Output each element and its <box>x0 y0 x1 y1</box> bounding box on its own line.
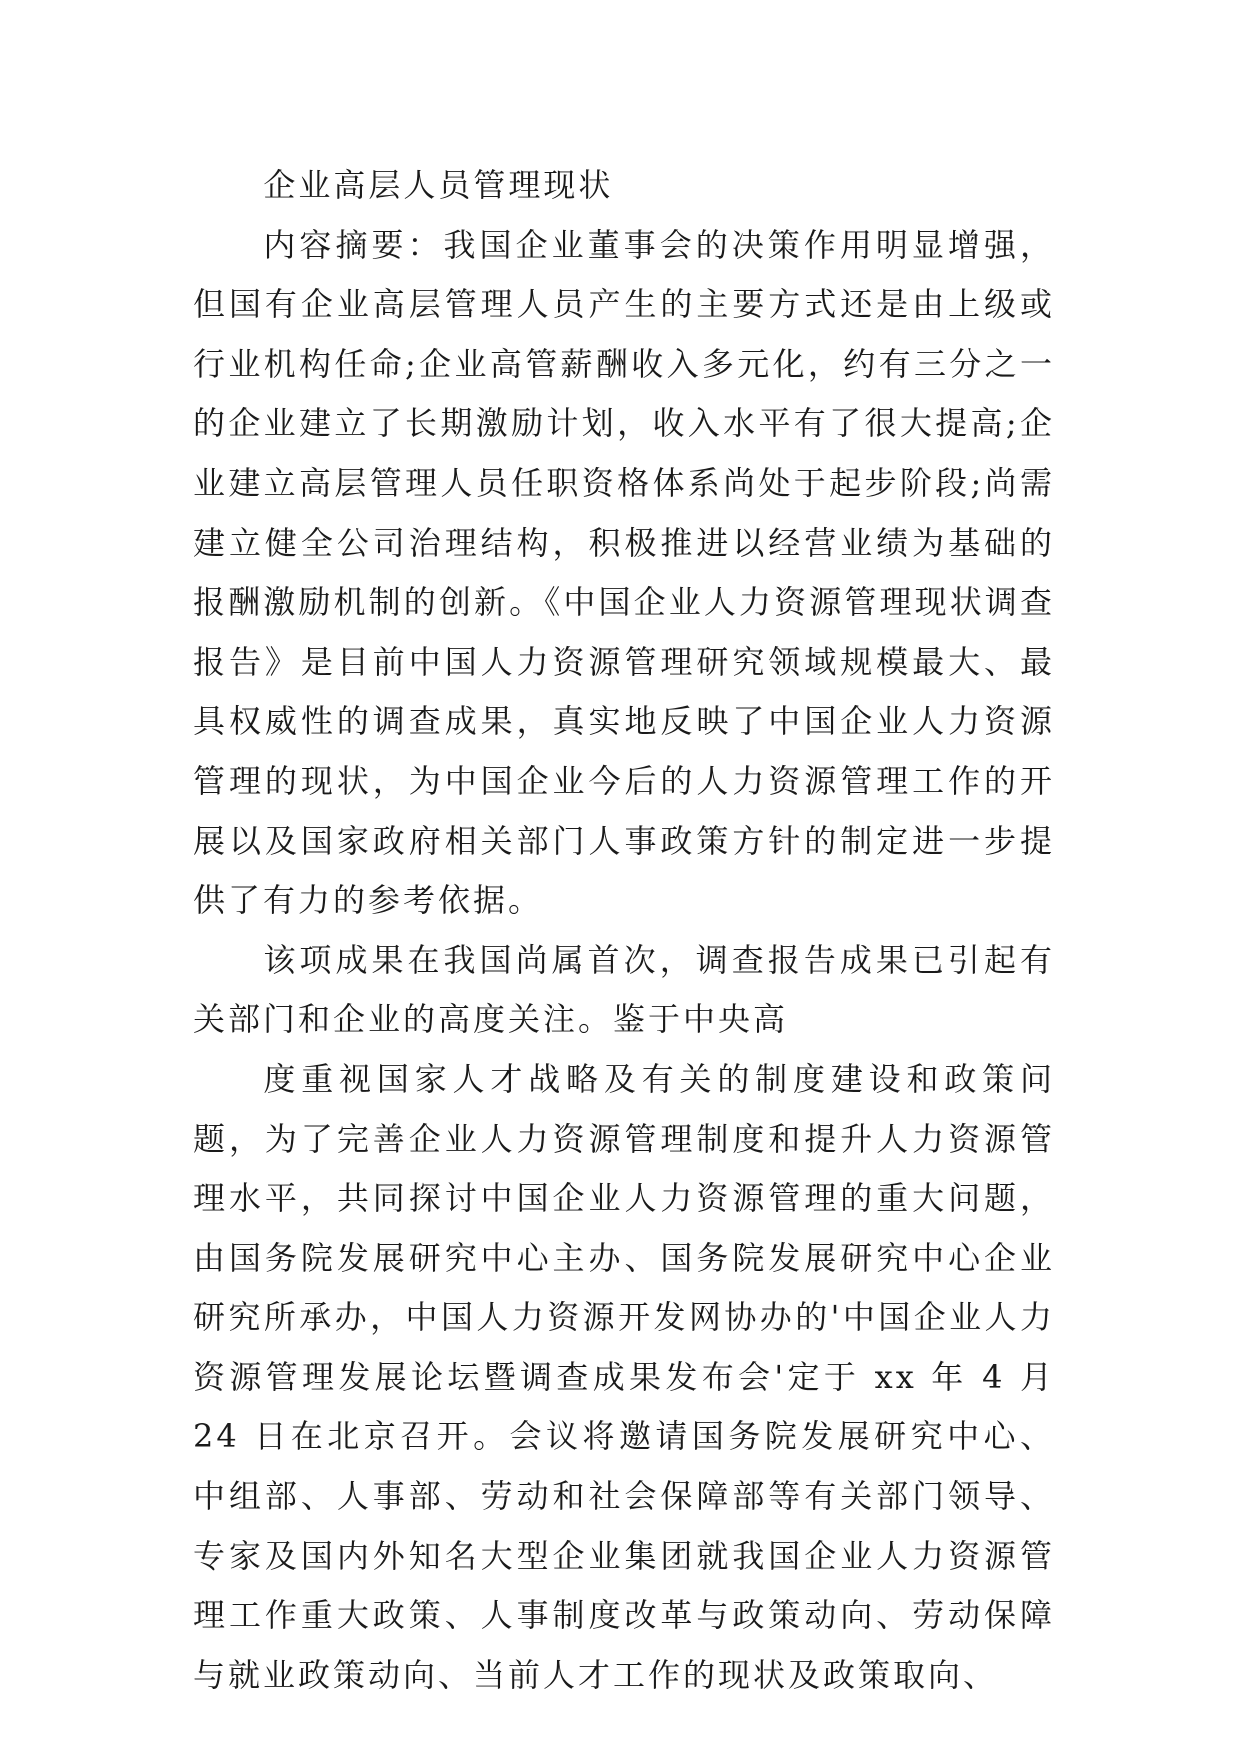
document-body <box>193 156 1055 1705</box>
document-title: 企业高层人员管理现状 <box>263 166 614 204</box>
paragraph-2: 该项成果在我国尚属首次，调查报告成果已引起有关部门和企业的高度关注。鉴于中央高 <box>193 940 1055 1039</box>
paragraph-abstract: 内容摘要：我国企业董事会的决策作用明显增强，但国有企业高层管理人员产生的主要方式还是由上级或行业机构任命;企业高管薪酬收入多元化，约有三分之一的企业建立了长期激励计划，收入水平有了很大提高;企业建立高层管理人员任职资格体系尚处于起步阶段;尚需建立健全公司治理结构，积极推进以经营业绩为基础的报酬激励机制的创新。《中国企业人力资源管理现状调查报告》是目前中国人力资源管理研究领域规模最大、最具权威性的调查成果，真实地反映了中国企业人力资源管理的现状，为中国企业今后的人力资源管理工作的开展以及国家政府相关部门人事政策方针的制定进一步提供了有力的参考依据。 <box>193 225 1055 920</box>
paragraph-3: 度重视国家人才战略及有关的制度建设和政策问题，为了完善企业人力资源管理制度和提升人力资源管理水平，共同探讨中国企业人力资源管理的重大问题，由国务院发展研究中心主办、国务院发展研究中心企业研究所承办，中国人力资源开发网协办的'中国企业人力资源管理发展论坛暨调查成果发布会'定于 xx 年 4 月 24 日在北京召开。会议将邀请国务院发展研究中心、中组部、人事部、劳动和社会保障部等有关部门领导、专家及国内外知名大型企业集团就我国企业人力资源管理工作重大政策、人事制度改革与政策动向、劳动保障与就业政策动向、当前人才工作的现状及政策取向、 <box>193 1059 1055 1694</box>
